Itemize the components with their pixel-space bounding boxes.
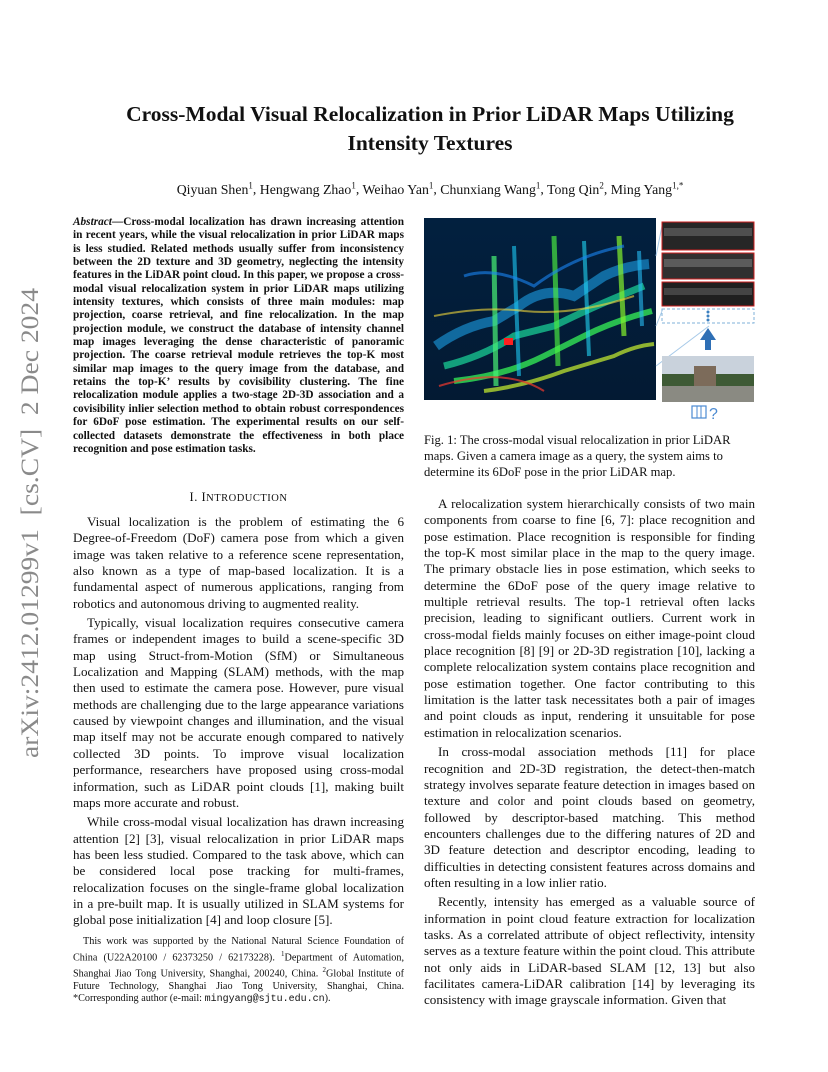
query-image xyxy=(662,356,754,402)
camera-marker xyxy=(504,338,513,345)
query-question-mark: ? xyxy=(709,406,718,423)
arxiv-stamp-text: arXiv:2412.01299v1 [cs.CV] 2 Dec 2024 xyxy=(15,323,44,758)
abstract: Abstract—Cross-modal localization has drawn increasing attention in recent years, while the visual relocalization in prior LiDAR maps is less studied. Related methods usually suffer from inconsistency between the 2D texture and 3D geometry, neglecting the intensity features in the LiDAR point cloud. In this paper, we propose a cross-modal visual relocalization system in prior LiDAR maps utilizing intensity textures, which consists of three main modules: map projection, coarse retrieval, and fine relocalization. In the map projection module, we construct the database of intensity channel map images leveraging the dense characteristic of panoramic projection. The coarse retrieval module retrieves the top-K most similar map images to the query image from the database, and retains the top-K’ results by covisibility clustering. The fine relocalization module applies a two-stage 2D-3D association and a covisibility inlier selection method to obtain robust correspondences for 6DoF pose estimation. The experimental results on our self-collected datasets demonstrate the effectiveness in both place recognition and pose estimation tasks. xyxy=(73,216,404,455)
email-link[interactable]: mingyang@sjtu.edu.cn xyxy=(204,993,325,1005)
query-map-icon xyxy=(692,406,718,423)
title-line-1: Cross-Modal Visual Relocalization in Prior LiDAR Maps Utilizing xyxy=(126,102,734,126)
author: Qiyuan Shen$^1$ xyxy=(176,180,253,197)
paragraph: Typically, visual localization requires consecutive camera frames or independent images to build a scene-specific 3D map using Struct-from-Motion (SfM) or Simultaneous Localization and Mapping (SLAM) methods, with the map then used to estimate the camera pose. However, pure visual methods are challenging due to the large appearance variations caused by viewpoint changes and illumination, and the visual map itself may not be accurate enough compared to natively collected 3D points. To improve visual localization performance, researchers have proposed using cross-modal information, such as LiDAR point clouds [1], making built maps more accurate and robust. xyxy=(73,615,404,810)
paragraph: In cross-modal association methods [11] for place recognition and 2D-3D registration, the detect-then-match strategy involves separate feature detection in images based on texture and color and point clouds based on geometry, followed by descriptor-based matching. This method encounters challenges due to the differing natures of 2D and 3D feature detection and descriptor encoding, leading to difficulties in detecting consistent features across domains and often resulting in a low inlier ratio. xyxy=(424,744,755,890)
introduction-text xyxy=(73,514,404,929)
figure-1 xyxy=(424,216,755,428)
author: Hengwang Zhao$^1$ xyxy=(259,180,356,197)
author: Chunxiang Wang$^1$ xyxy=(440,180,541,197)
retrieved-map-images xyxy=(662,222,754,323)
right-column-text xyxy=(424,496,755,1009)
abstract-label: Abstract xyxy=(73,216,112,228)
affiliation-2: Global Institute of Future Technology, Shanghai Jiao Tong University, Shanghai, China. xyxy=(73,968,405,992)
abstract-text: Cross-modal localization has drawn increasing attention in recent years, while the visual relocalization in prior LiDAR maps is less studied. Related methods usually suffer from inconsistency between the 2D texture and 3D geometry, neglecting the intensity features in the LiDAR point cloud. In this paper, we propose a cross-modal visual relocalization system in prior LiDAR maps utilizing intensity textures, which consists of three main modules: map projection, coarse retrieval, and fine relocalization. In the map projection module, we construct the database of intensity channel map images leveraging the dense characteristic of panoramic projection. The coarse retrieval module retrieves the top-K most similar map images to the query image from the database, and retains the top-K’ results by covisibility clustering. The fine relocalization module applies a two-stage 2D-3D association and a covisibility inlier selection method to obtain robust correspondences for 6DoF pose estimation. The experimental results on our self-collected datasets demonstrate the effectiveness in both place recognition and pose estimation tasks. xyxy=(73,216,404,455)
title-line-2: Intensity Textures xyxy=(347,131,513,155)
author: Tong Qin$^2$ xyxy=(547,180,604,197)
paragraph: Recently, intensity has emerged as a valuable source of information in point cloud feature extraction for localization tasks. As a correlated attribute of object reflectivity, intensity serves as a texture feature within the point cloud. This attribute not only aids in LiDAR-based SLAM [12, 13] but also facilitates camera-LiDAR calibration [14] by leveraging its consistency with image grayscale information. Given that xyxy=(424,894,755,1008)
paragraph: While cross-modal visual localization has drawn increasing attention [2] [3], visual relocalization in prior LiDAR maps has been less studied. Compared to the task above, which can be considered local pose tracking for multi-frames, relocalization focuses on the single-frame global localization in a pre-built map. It is usually utilized in SLAM systems for global pose initialization [4] and loop closure [5]. xyxy=(73,814,404,928)
author: Ming Yang$^{1,*}$ xyxy=(610,180,684,197)
paragraph: Visual localization is the problem of estimating the 6 Degree-of-Freedom (DoF) camera pose from which a given image was taken relative to a reference scene representation, also known as a type of map-based localization. It is a fundamental aspect of numerous applications, ranging from robotics and autonomous driving to augmented reality. xyxy=(73,514,404,611)
section-heading-introduction: I. INTRODUCTION xyxy=(189,490,288,504)
lidar-map-image xyxy=(424,218,656,400)
author-list: Qiyuan Shen$^1$, Hengwang Zhao$^1$, Weihao Yan$^1$, Chunxiang Wang$^1$, Tong Qin$^2$, Ming Yang$^{1,*}$ xyxy=(176,180,684,197)
affiliation-1: Department of Automation, Shanghai Jiao Tong University, Shanghai, 200240, China. xyxy=(73,952,405,980)
paper-title xyxy=(70,100,790,158)
arxiv-stamp xyxy=(6,250,50,770)
footnote: This work was supported by the National Natural Science Foundation of China (U22A20100 / 62373250 / 62173228). $^1$Department of Automation, Shanghai Jiao Tong University, Shanghai, 200240, China. $^2$Global Institute of Future Technology, Shanghai Jiao Tong University, Shanghai, China. *Corresponding author (e-mail: mingyang@sjtu.edu.cn). xyxy=(73,936,405,1005)
author: Weihao Yan$^1$ xyxy=(362,180,434,197)
funding-note: This work was supported by the National Natural Science Foundation of China (U22A20100 / 62373250 / 62173228). xyxy=(73,936,404,964)
figure-1-caption: Fig. 1: The cross-modal visual relocalization in prior LiDAR maps. Given a camera image as a query, the system aims to determine its 6DoF pose in the prior LiDAR map. xyxy=(424,433,731,479)
paragraph: A relocalization system hierarchically consists of two main components from coarse to fine [6, 7]: place recognition and pose estimation. Place recognition is responsible for finding the top-K most similar place in the map to the query image. The primary obstacle lies in pose estimation, which seeks to determine the 6DoF pose of the query image relative to multiple retrieval results. The top-1 retrieval often lacks precision, leading to significant outliers. Current work in cross-modal fields mainly focuses on either image-point cloud place recognition [8] [9] or 2D-3D registration [10], lacking a complete relocalization system contains place recognition and pose estimation together. One factor contributing to this limitation is the latter task necessitates both a pair of images and point clouds as input, rendering it unsuitable for pose estimation in relocalization scenarios. xyxy=(424,496,755,740)
